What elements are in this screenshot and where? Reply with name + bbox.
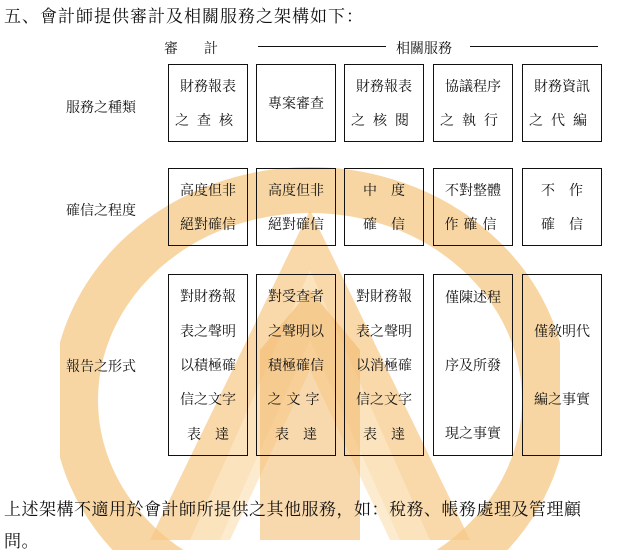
row-label-service-type: 服務之種類: [66, 100, 136, 116]
cell-line: 財務報表: [180, 79, 236, 95]
cell-report-review: [344, 274, 424, 456]
cell-line: 財務報表: [356, 79, 412, 95]
footer-note: 上述架構不適用於會計師所提供之其他服務，如：稅務、帳務處理及管理顧問。: [4, 500, 582, 552]
cell-line: 表 達: [187, 426, 229, 443]
cell-line: 對財務報: [180, 289, 236, 306]
cell-line: 僅陳述程: [445, 290, 501, 306]
cell-text: 作確信: [444, 217, 502, 233]
header-line-left: [258, 46, 386, 47]
cell-special-review: [256, 64, 336, 142]
cell-line: 確 信: [541, 217, 583, 233]
cell-review-fs: [344, 64, 424, 142]
cell-line: 財務資訊: [534, 79, 590, 95]
cell-report-compilation: [522, 274, 602, 456]
cell-text: 之核閱: [351, 113, 417, 129]
cell-line: 協議程序: [445, 79, 501, 95]
cell-line: 積極確信: [268, 357, 324, 374]
cell-line: 表之聲明: [356, 323, 412, 340]
cell-assurance-review: [344, 168, 424, 246]
cell-line: [175, 110, 241, 130]
cell-text: 之查核: [175, 113, 241, 129]
cell-line: 信之文字: [356, 392, 412, 409]
cell-line: 信之文字: [180, 392, 236, 409]
cell-assurance-audit: [168, 168, 248, 246]
section-heading: 五、會計師提供審計及相關服務之架構如下：: [4, 7, 364, 27]
cell-assurance-special: [256, 168, 336, 246]
row-label-assurance-level: 確信之程度: [66, 203, 136, 219]
cell-line: 以積極確: [180, 357, 236, 374]
cell-agreed-procedures: [433, 64, 513, 142]
cell-line: 僅敘明代: [534, 324, 590, 340]
cell-text: 之執行: [440, 113, 506, 129]
cell-assurance-compilation: [522, 168, 602, 246]
cell-line: 對受查者: [268, 289, 324, 306]
cell-line: 表 達: [275, 426, 317, 443]
cell-line: 以消極確: [356, 357, 412, 374]
cell-audit-fs: [168, 64, 248, 142]
cell-report-audit: [168, 274, 248, 456]
cell-line: 表之聲明: [180, 323, 236, 340]
cell-report-special: [256, 274, 336, 456]
cell-line: 之聲明以: [268, 323, 324, 340]
cell-line: 確 信: [363, 217, 405, 233]
cell-line: 編之事實: [534, 392, 590, 408]
header-line-right: [470, 46, 598, 47]
cell-line: 高度但非: [268, 183, 324, 199]
cell-line: 高度但非: [180, 183, 236, 199]
row-label-report-form: 報告之形式: [66, 359, 136, 375]
cell-line: 序及所發: [445, 358, 501, 374]
cell-assurance-agreed: [433, 168, 513, 246]
cell-line: 對財務報: [356, 289, 412, 306]
cell-text: 之代編: [529, 113, 595, 129]
header-audit-label: 審計: [164, 41, 244, 57]
cell-line: 專案審查: [268, 96, 324, 112]
cell-line: 表 達: [363, 426, 405, 443]
cell-compilation: [522, 64, 602, 142]
cell-line: 現之事實: [445, 426, 501, 442]
cell-text: 之文字: [267, 392, 325, 409]
cell-line: 不 作: [541, 183, 583, 199]
cell-line: 中 度: [363, 183, 405, 199]
cell-line: 不對整體: [445, 183, 501, 199]
header-related-label: 相關服務: [396, 41, 452, 57]
cell-report-agreed: [433, 274, 513, 456]
cell-line: 絕對確信: [180, 217, 236, 233]
cell-line: 絕對確信: [268, 217, 324, 233]
